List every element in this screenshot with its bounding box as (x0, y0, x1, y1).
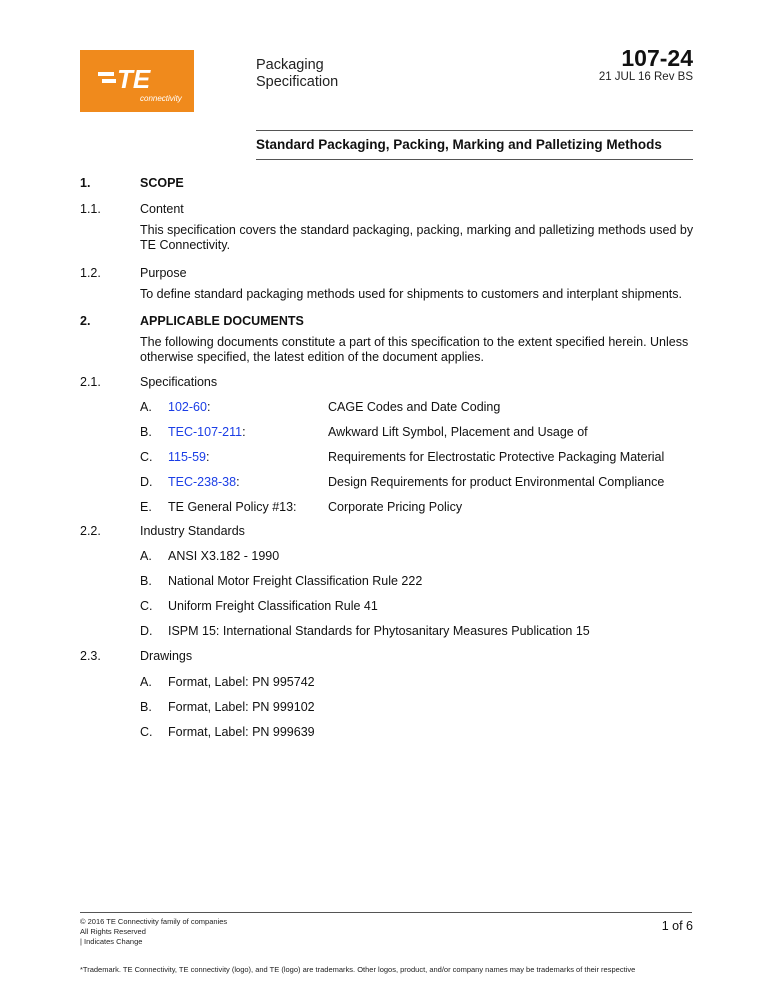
page-number: 1 of 6 (661, 919, 693, 933)
document-type (256, 57, 338, 91)
spec-item-ref (168, 475, 240, 490)
spec-item-ref (168, 425, 246, 440)
document-type-line2: Specification (256, 74, 339, 90)
spec-item-desc: Requirements for Electrostatic Protective Packaging Material (328, 450, 665, 464)
drawing-item-letter: A. (140, 675, 152, 689)
section-2-2-heading: Industry Standards (140, 524, 245, 538)
standard-item-letter: B. (140, 574, 152, 588)
spec-item-ref (168, 450, 209, 465)
spec-link-tec-238-38[interactable]: TEC-238-38 (168, 475, 237, 489)
section-1-2-number: 1.2. (80, 266, 101, 280)
section-1-heading: SCOPE (140, 176, 184, 190)
logo-text: TE (117, 64, 151, 94)
logo-subtext: connectivity (140, 94, 182, 103)
spec-item-desc: CAGE Codes and Date Coding (328, 400, 501, 414)
rights-reserved: All Rights Reserved (80, 927, 146, 936)
section-2-heading: APPLICABLE DOCUMENTS (140, 314, 304, 328)
standard-item-text: Uniform Freight Classification Rule 41 (168, 599, 378, 613)
spec-item-letter: B. (140, 425, 152, 439)
document-title: Standard Packaging, Packing, Marking and Palletizing Methods (256, 137, 662, 152)
spec-item-suffix: : (206, 400, 211, 414)
section-1-1-heading: Content (140, 202, 184, 216)
standard-item-letter: C. (140, 599, 153, 613)
section-1-1-body: This specification covers the standard packaging, packing, marking and palletizing methods used by TE Connectivity. (140, 223, 694, 252)
standard-item-text: ANSI X3.182 - 1990 (168, 549, 280, 563)
standard-item-letter: D. (140, 624, 153, 638)
change-indicator-note: | Indicates Change (80, 937, 143, 946)
te-logo-icon (80, 50, 194, 112)
spec-item-ref (168, 400, 210, 415)
section-1-1-number: 1.1. (80, 202, 101, 216)
spec-item-letter: E. (140, 500, 152, 514)
spec-item-desc: Awkward Lift Symbol, Placement and Usage of (328, 425, 588, 439)
te-connectivity-logo (80, 50, 194, 112)
copyright: © 2016 TE Connectivity family of companies (80, 917, 228, 926)
drawing-item-letter: B. (140, 700, 152, 714)
drawing-item-letter: C. (140, 725, 153, 739)
drawing-item-text: Format, Label: PN 999102 (168, 700, 315, 714)
section-2-1-number: 2.1. (80, 375, 101, 389)
spec-item-desc: Design Requirements for product Environmental Compliance (328, 475, 665, 489)
section-2-3-heading: Drawings (140, 649, 193, 663)
drawing-item-text: Format, Label: PN 995742 (168, 675, 315, 689)
header-rule (256, 130, 693, 131)
spec-item-suffix: : (206, 450, 210, 464)
spec-item-letter: C. (140, 450, 153, 464)
spec-link-115-59[interactable]: 115-59 (168, 450, 206, 464)
section-2-3-number: 2.3. (80, 649, 101, 663)
spec-item-letter: A. (140, 400, 152, 414)
spec-item-desc: Corporate Pricing Policy (328, 500, 463, 514)
standard-item-text: National Motor Freight Classification Rule 222 (168, 574, 423, 588)
document-type-line1: Packaging (256, 57, 324, 73)
footer-rule (80, 912, 692, 913)
section-2-2-number: 2.2. (80, 524, 101, 538)
section-1-number: 1. (80, 176, 91, 190)
trademark-notice: *Trademark. TE Connectivity, TE connectivity (logo), and TE (logo) are trademarks. Other logos, product, and/or company names may be trademarks of their respective (80, 965, 636, 974)
section-2-1-heading: Specifications (140, 375, 218, 389)
section-2-body: The following documents constitute a part of this specification to the extent specified herein. Unless otherwise specified, the latest edition of the document applies. (140, 335, 689, 364)
section-1-2-body: To define standard packaging methods used for shipments to customers and interplant shipments. (140, 287, 682, 301)
date-revision: 21 JUL 16 Rev BS (598, 71, 693, 83)
section-1-2-heading: Purpose (140, 266, 187, 280)
spec-link-102-60[interactable]: 102-60 (168, 400, 207, 414)
spec-item-letter: D. (140, 475, 153, 489)
spec-link-tec-107-211[interactable]: TEC-107-211 (168, 425, 243, 439)
spec-item-suffix: : (236, 475, 240, 489)
section-2-number: 2. (80, 314, 91, 328)
standard-item-letter: A. (140, 549, 152, 563)
spec-item-ref: TE General Policy #13: (168, 500, 297, 514)
standard-item-text: ISPM 15: International Standards for Phytosanitary Measures Publication 15 (168, 624, 590, 638)
spec-item-suffix: : (242, 425, 246, 439)
document-number: 107-24 (621, 45, 693, 71)
drawing-item-text: Format, Label: PN 999639 (168, 725, 315, 739)
title-rule (256, 159, 693, 160)
